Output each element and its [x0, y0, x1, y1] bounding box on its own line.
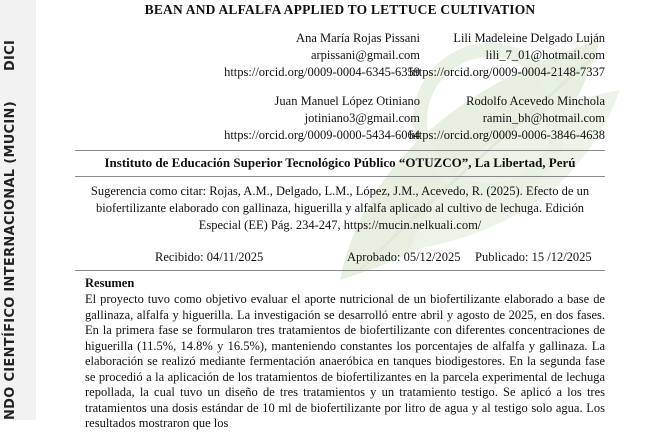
author-email[interactable]: ramin_bh@hotmail.com	[482, 111, 605, 125]
institution: Instituto de Educación Superior Tecnológico Público “OTUZCO”, La Libertad, Perú	[104, 155, 576, 170]
author-name: Ana María Rojas Pissani	[296, 31, 420, 45]
author-block	[409, 93, 605, 144]
divider	[75, 150, 605, 151]
sidebar-line-one: NDO CIENTÍFICO INTERNACIONAL (MUCIN)	[3, 101, 18, 420]
published-date: Publicado: 15 /12/2025	[475, 250, 592, 264]
author-block	[224, 30, 420, 81]
journal-sidebar	[0, 0, 36, 420]
abstract-heading: Resumen	[85, 276, 135, 290]
author-block	[224, 93, 420, 144]
author-name: Juan Manuel López Otiniano	[274, 94, 420, 108]
author-email[interactable]: arpissani@gmail.com	[310, 48, 420, 62]
author-email[interactable]: jotiniano3@gmail.com	[304, 111, 420, 125]
paper-title: BEAN AND ALFALFA APPLIED TO LETTUCE CULTIVATION	[144, 2, 536, 17]
author-orcid[interactable]: https://orcid.org/0009-0004-2148-7337	[409, 65, 605, 79]
sidebar-journal-name	[3, 40, 18, 420]
author-orcid[interactable]: https://orcid.org/0009-0004-6345-6359	[224, 65, 420, 79]
author-block	[409, 30, 605, 81]
divider	[75, 270, 605, 271]
author-name: Lili Madeleine Delgado Luján	[453, 31, 605, 45]
approved-date: Aprobado: 05/12/2025	[347, 250, 461, 264]
abstract-body: El proyecto tuvo como objetivo evaluar el aporte nutricional de un biofertilizante elaborado a base de gallinaza, alfalfa y higuerilla. La investigación se desarrolló entre abril y agosto de 2025, en dos fases. En la primera fase se formularon tres tratamientos de biofertilizante con diferentes concentraciones de higuerilla (11.5%, 14.8% y 16.5%), manteniendo constantes los porcentajes de alfalfa y gallinaza. La elaboración se realizó mediante fermentación anaeróbica en tanques biodigestores. En la segunda fase se procedió a la aplicación de los tratamientos de biofertilizantes en la parcela experimental de lechuga repollada, la cual tuvo un diseño de tres tratamientos y un tratamiento testigo. Se aplicó a los tres tratamientos una dosis estándar de 10 ml de biofertilizante por litro de agua y al testigo solo agua. Los resultados mostraron que los	[85, 292, 605, 430]
divider	[75, 176, 605, 177]
author-orcid[interactable]: https://orcid.org/0009-0006-3846-4638	[409, 128, 605, 142]
sidebar-line-two: DICI	[3, 39, 18, 72]
author-email[interactable]: lili_7_01@hotmail.com	[485, 48, 605, 62]
received-date: Recibido: 04/11/2025	[155, 250, 264, 264]
citation: Sugerencia como citar: Rojas, A.M., Delgado, L.M., López, J.M., Acevedo, R. (2025). Efecto de un biofertilizante elaborado con gallinaza, higuerilla y alfalfa aplicado al cultivo de lechuga. Edición Especial (EE) Pág. 234-247, https://mucin.nelkuali.com/	[90, 184, 590, 232]
author-name: Rodolfo Acevedo Minchola	[466, 94, 605, 108]
author-orcid[interactable]: https://orcid.org/0009-0000-5434-6064	[224, 128, 420, 142]
